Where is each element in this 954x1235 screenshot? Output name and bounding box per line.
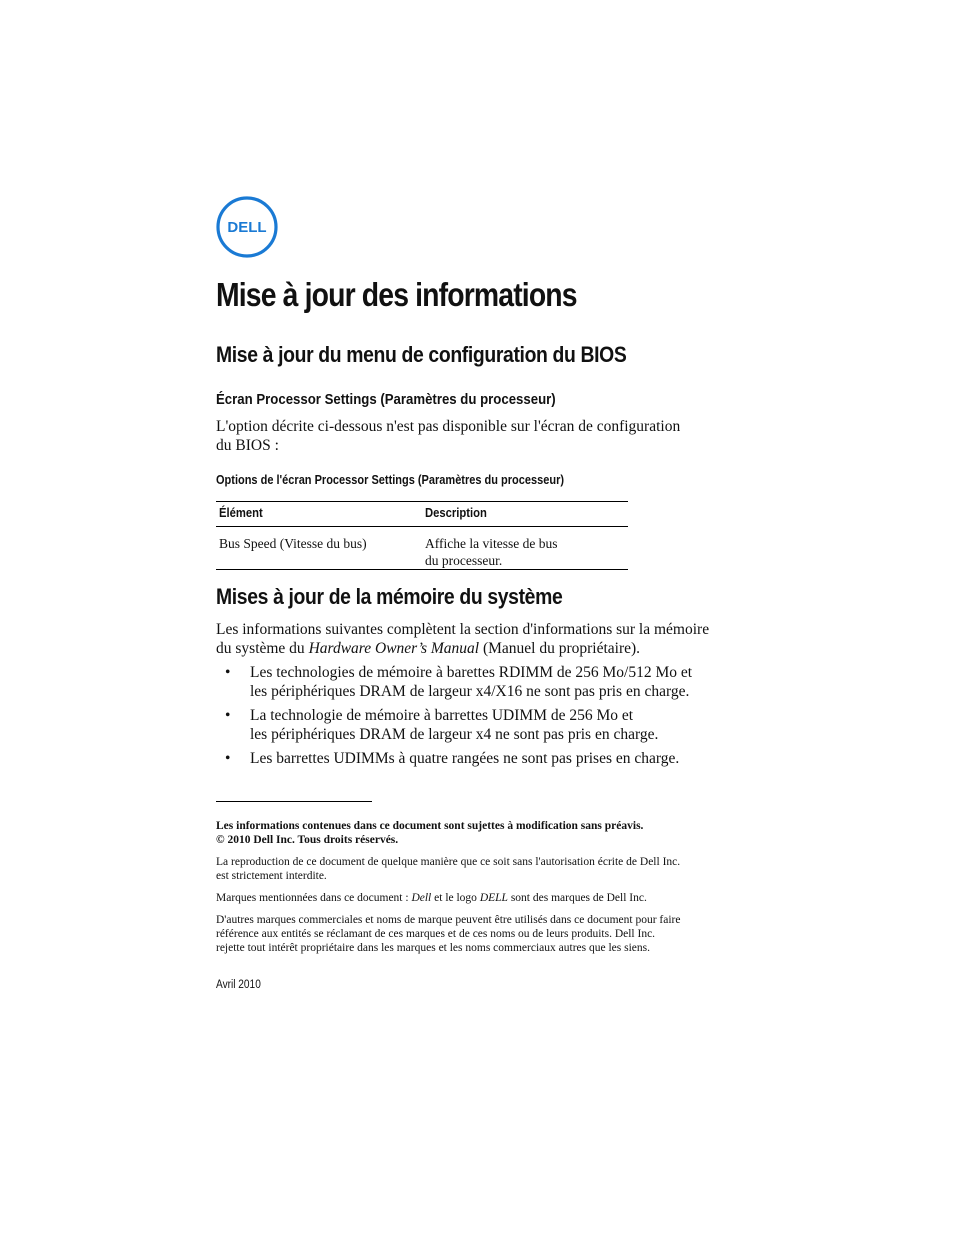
list-item-line: Les barrettes UDIMMs à quatre rangées ne sont pas prises en charge. (250, 750, 680, 767)
legal-line: référence aux entités se réclamant de ces marques et de ces noms ou de leurs produits. Dell Inc. (216, 928, 656, 940)
table-rule (216, 569, 628, 570)
legal-line: est strictement interdite. (216, 870, 327, 882)
footnote-separator (216, 801, 372, 802)
trademark-dell: Dell (411, 892, 432, 904)
bullet-icon: • (225, 664, 231, 681)
table-cell-element: Bus Speed (Vitesse du bus) (219, 536, 367, 551)
list-item (216, 707, 736, 744)
list-item (216, 664, 736, 701)
bios-intro-paragraph (216, 417, 736, 455)
other-trademarks-notice (216, 913, 736, 955)
bios-intro-line: L'option décrite ci-dessous n'est pas disponible sur l'écran de configuration (216, 418, 681, 435)
memory-intro-line: Les informations suivantes complètent la section d'informations sur la mémoire (216, 621, 710, 638)
dell-logo (216, 196, 278, 258)
section-heading-memory: Mises à jour de la mémoire du système (216, 584, 563, 609)
list-item-line: La technologie de mémoire à barrettes UDIMM de 256 Mo et (250, 707, 634, 724)
legal-line: D'autres marques commerciales et noms de marque peuvent être utilisés dans ce document pour faire (216, 914, 681, 926)
table-header-row (216, 502, 628, 526)
memory-intro-text: du système du (216, 640, 309, 657)
processor-settings-table (216, 501, 628, 570)
description-line: du processeur. (425, 553, 503, 568)
list-item-line: les périphériques DRAM de largeur x4 ne sont pas pris en charge. (250, 725, 659, 743)
bullet-icon: • (225, 750, 231, 767)
trademark-notice (216, 891, 736, 905)
memory-bullet-list (216, 664, 736, 775)
bios-intro-line: du BIOS : (216, 437, 279, 454)
legal-text: et le logo (431, 892, 480, 904)
legal-line: © 2010 Dell Inc. Tous droits réservés. (216, 834, 399, 846)
memory-intro-line (216, 639, 736, 658)
table-cell-description (425, 535, 557, 569)
list-item (216, 750, 736, 769)
memory-intro-text: (Manuel du propriétaire). (479, 640, 641, 657)
table-header-description: Description (425, 506, 487, 520)
list-item-line: Les technologies de mémoire à barettes RDIMM de 256 Mo/512 Mo et (250, 664, 693, 681)
publication-date: Avril 2010 (216, 979, 261, 991)
reproduction-notice (216, 855, 736, 883)
subheading-processor-settings: Écran Processor Settings (Paramètres du processeur) (216, 391, 556, 408)
legal-line: Les informations contenues dans ce document sont sujettes à modification sans préavis. (216, 820, 644, 832)
legal-line: rejette tout intérêt propriétaire dans les marques et les noms commerciaux autres que les siens. (216, 942, 650, 954)
dell-logo-text: DELL (227, 219, 267, 236)
trademark-dell-logo: DELL (479, 892, 508, 904)
legal-text: Marques mentionnées dans ce document : (216, 892, 412, 904)
page-title: Mise à jour des informations (216, 276, 577, 313)
manual-title: Hardware Owner’s Manual (308, 640, 480, 657)
legal-notice (216, 819, 736, 847)
table-header-element: Élément (219, 506, 263, 520)
table-row (216, 527, 628, 569)
list-item-line: les périphériques DRAM de largeur x4/X16 ne sont pas pris en charge. (250, 682, 690, 700)
memory-intro-paragraph (216, 620, 736, 658)
legal-text: sont des marques de Dell Inc. (507, 892, 647, 904)
bullet-icon: • (225, 707, 231, 724)
legal-line: La reproduction de ce document de quelque manière que ce soit sans l'autorisation écrite de Dell Inc. (216, 856, 681, 868)
section-heading-bios: Mise à jour du menu de configuration du BIOS (216, 342, 627, 367)
table-title: Options de l'écran Processor Settings (Paramètres du processeur) (216, 473, 565, 487)
description-line: Affiche la vitesse de bus (425, 536, 558, 551)
